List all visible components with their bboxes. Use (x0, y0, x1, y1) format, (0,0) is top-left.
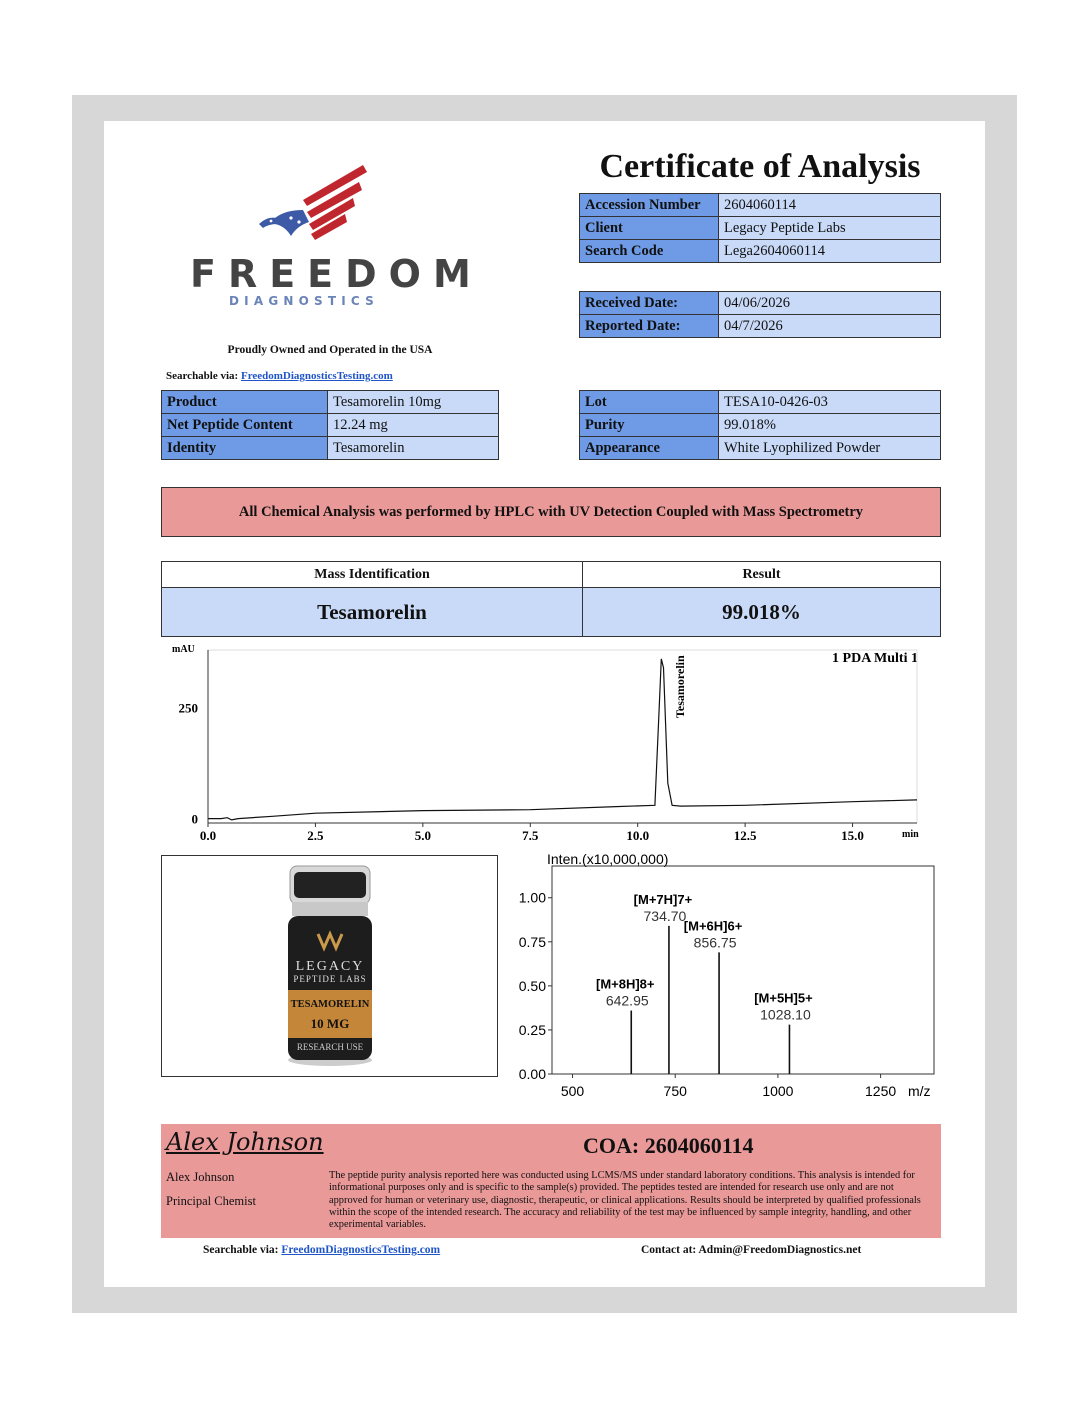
table-row (580, 391, 941, 414)
y-tick-label: 0.75 (518, 933, 546, 950)
table-row (580, 437, 941, 460)
table-value: 99.018% (719, 414, 941, 437)
x-axis-label: m/z (908, 1083, 931, 1099)
table-header-row (162, 562, 941, 588)
y-axis-label: mAU (172, 644, 195, 655)
mass-identification-table (161, 561, 941, 637)
disclaimer: The peptide purity analysis reported here was conducted using LCMS/MS under standard laboratory conditions. This analysis is intended for informational purposes only and is specific to the sample(s) provided. The peptides tested are intended for research use only and are not approved for human or veterinary use, diagnostic, therapeutic, or clinical applications. Results should be interpreted by qualified professionals within the scope of the intended research. The accuracy and reliability of the test may be influenced by sample integrity, handling, and other experimental variables. (329, 1170, 921, 1231)
y-tick-label: 0 (191, 811, 198, 827)
x-tick-label: 15.0 (841, 828, 864, 843)
table-value: Legacy Peptide Labs (719, 217, 941, 240)
table-key: Received Date: (580, 292, 719, 315)
tagline: Proudly Owned and Operated in the USA (227, 344, 433, 356)
table-value: White Lyophilized Powder (719, 437, 941, 460)
plot-frame (552, 866, 934, 1074)
chemist-role: Principal Chemist (166, 1194, 256, 1208)
table-key: Purity (580, 414, 719, 437)
x-tick-label: 12.5 (733, 828, 757, 843)
table-row (580, 292, 941, 315)
dates-table (579, 291, 941, 338)
x-tick-label: 750 (663, 1083, 687, 1099)
x-tick-label: 500 (560, 1083, 585, 1099)
chart-title: Inten.(x10,000,000) (547, 851, 669, 867)
brand-name: FREEDOM (190, 252, 483, 296)
table-value: 2604060114 (719, 194, 941, 217)
table-key: Appearance (580, 437, 719, 460)
table-value: 04/06/2026 (719, 292, 941, 315)
peak-mz-label: 642.95 (605, 992, 649, 1009)
table-value: TESA10-0426-03 (719, 391, 941, 414)
table-row (580, 217, 941, 240)
vial-dose: 10 MG (310, 1016, 350, 1031)
x-tick-label: 1000 (762, 1083, 794, 1099)
signature: Alex Johnson (166, 1128, 324, 1156)
chromatogram-trace (208, 659, 917, 820)
lot-table (579, 390, 941, 460)
hplc-chromatogram (160, 640, 925, 852)
peak-label: Tesamorelin (673, 655, 687, 718)
table-value: 04/7/2026 (719, 315, 941, 338)
page-title: Certificate of Analysis (599, 148, 921, 185)
table-row (162, 588, 941, 637)
footer-search-link[interactable]: FreedomDiagnosticsTesting.com (281, 1244, 441, 1256)
table-key: Net Peptide Content (162, 414, 328, 437)
x-tick-label: 2.5 (307, 828, 324, 843)
x-tick-label: 10.0 (626, 828, 650, 843)
y-tick-label: 1.00 (518, 889, 546, 906)
footer-search (203, 1244, 440, 1256)
table-row (580, 414, 941, 437)
peak-ion-label: [M+8H]8+ (595, 976, 655, 992)
vial-brand: LEGACY (295, 959, 365, 974)
table-key: Accession Number (580, 194, 719, 217)
table-value: 12.24 mg (328, 414, 499, 437)
mass-result: 99.018% (583, 588, 941, 637)
peak-mz-label: 856.75 (693, 934, 737, 951)
x-axis-label: min (902, 829, 919, 840)
table-row (162, 391, 499, 414)
search-top (166, 370, 393, 382)
y-tick-label: 0.00 (518, 1066, 546, 1082)
vial-product: TESAMORELIN (290, 999, 370, 1010)
table-row (162, 437, 499, 460)
table-key: Product (162, 391, 328, 414)
mass-name: Tesamorelin (162, 588, 583, 637)
table-value: Tesamorelin (328, 437, 499, 460)
product-table (161, 390, 499, 460)
y-tick-label: 0.50 (518, 977, 546, 994)
y-tick-label: 0.25 (518, 1021, 546, 1038)
vial-note: RESEARCH USE (296, 1042, 364, 1052)
x-tick-label: 0.0 (199, 828, 217, 843)
search-top-link[interactable]: FreedomDiagnosticsTesting.com (240, 370, 393, 382)
column-header: Mass Identification (162, 562, 583, 588)
table-key: Lot (580, 391, 719, 414)
peak-ion-label: [M+6H]6+ (683, 918, 743, 934)
vial-sub: PEPTIDE LABS (293, 974, 367, 984)
table-key: Client (580, 217, 719, 240)
peak-mz-label: 1028.10 (760, 1006, 811, 1023)
peak-ion-label: [M+5H]5+ (754, 990, 813, 1006)
brand-subtitle: DIAGNOSTICS (229, 294, 379, 308)
peak-mz-label: 734.70 (643, 907, 687, 924)
table-value: Tesamorelin 10mg (328, 391, 499, 414)
table-key: Search Code (580, 240, 719, 263)
table-value: Lega2604060114 (719, 240, 941, 263)
peak-ion-label: [M+7H]7+ (633, 891, 693, 907)
accession-table (579, 193, 941, 263)
chemist-name: Alex Johnson (166, 1170, 235, 1184)
method-banner: All Chemical Analysis was performed by HPLC with UV Detection Coupled with Mass Spectrometry (161, 487, 941, 537)
column-header: Result (583, 562, 941, 588)
footer-search-label: Searchable via: (203, 1244, 279, 1256)
eagle-flag-logo-icon (255, 160, 370, 242)
coa-number: COA: 2604060114 (583, 1133, 754, 1158)
vial-image (280, 862, 380, 1070)
table-row (162, 414, 499, 437)
mass-spectrum (510, 848, 942, 1106)
footer-contact: Contact at: Admin@FreedomDiagnostics.net (641, 1244, 862, 1256)
x-tick-label: 7.5 (522, 828, 539, 843)
table-row (580, 315, 941, 338)
table-row (580, 194, 941, 217)
search-top-label: Searchable via: (166, 370, 239, 382)
x-tick-label: 5.0 (414, 828, 431, 843)
chart-title: 1 PDA Multi 1 (832, 651, 918, 666)
table-key: Identity (162, 437, 328, 460)
table-key: Reported Date: (580, 315, 719, 338)
x-tick-label: 1250 (865, 1083, 897, 1099)
table-row (580, 240, 941, 263)
plot-area (208, 650, 917, 823)
y-tick-label: 250 (178, 700, 198, 716)
